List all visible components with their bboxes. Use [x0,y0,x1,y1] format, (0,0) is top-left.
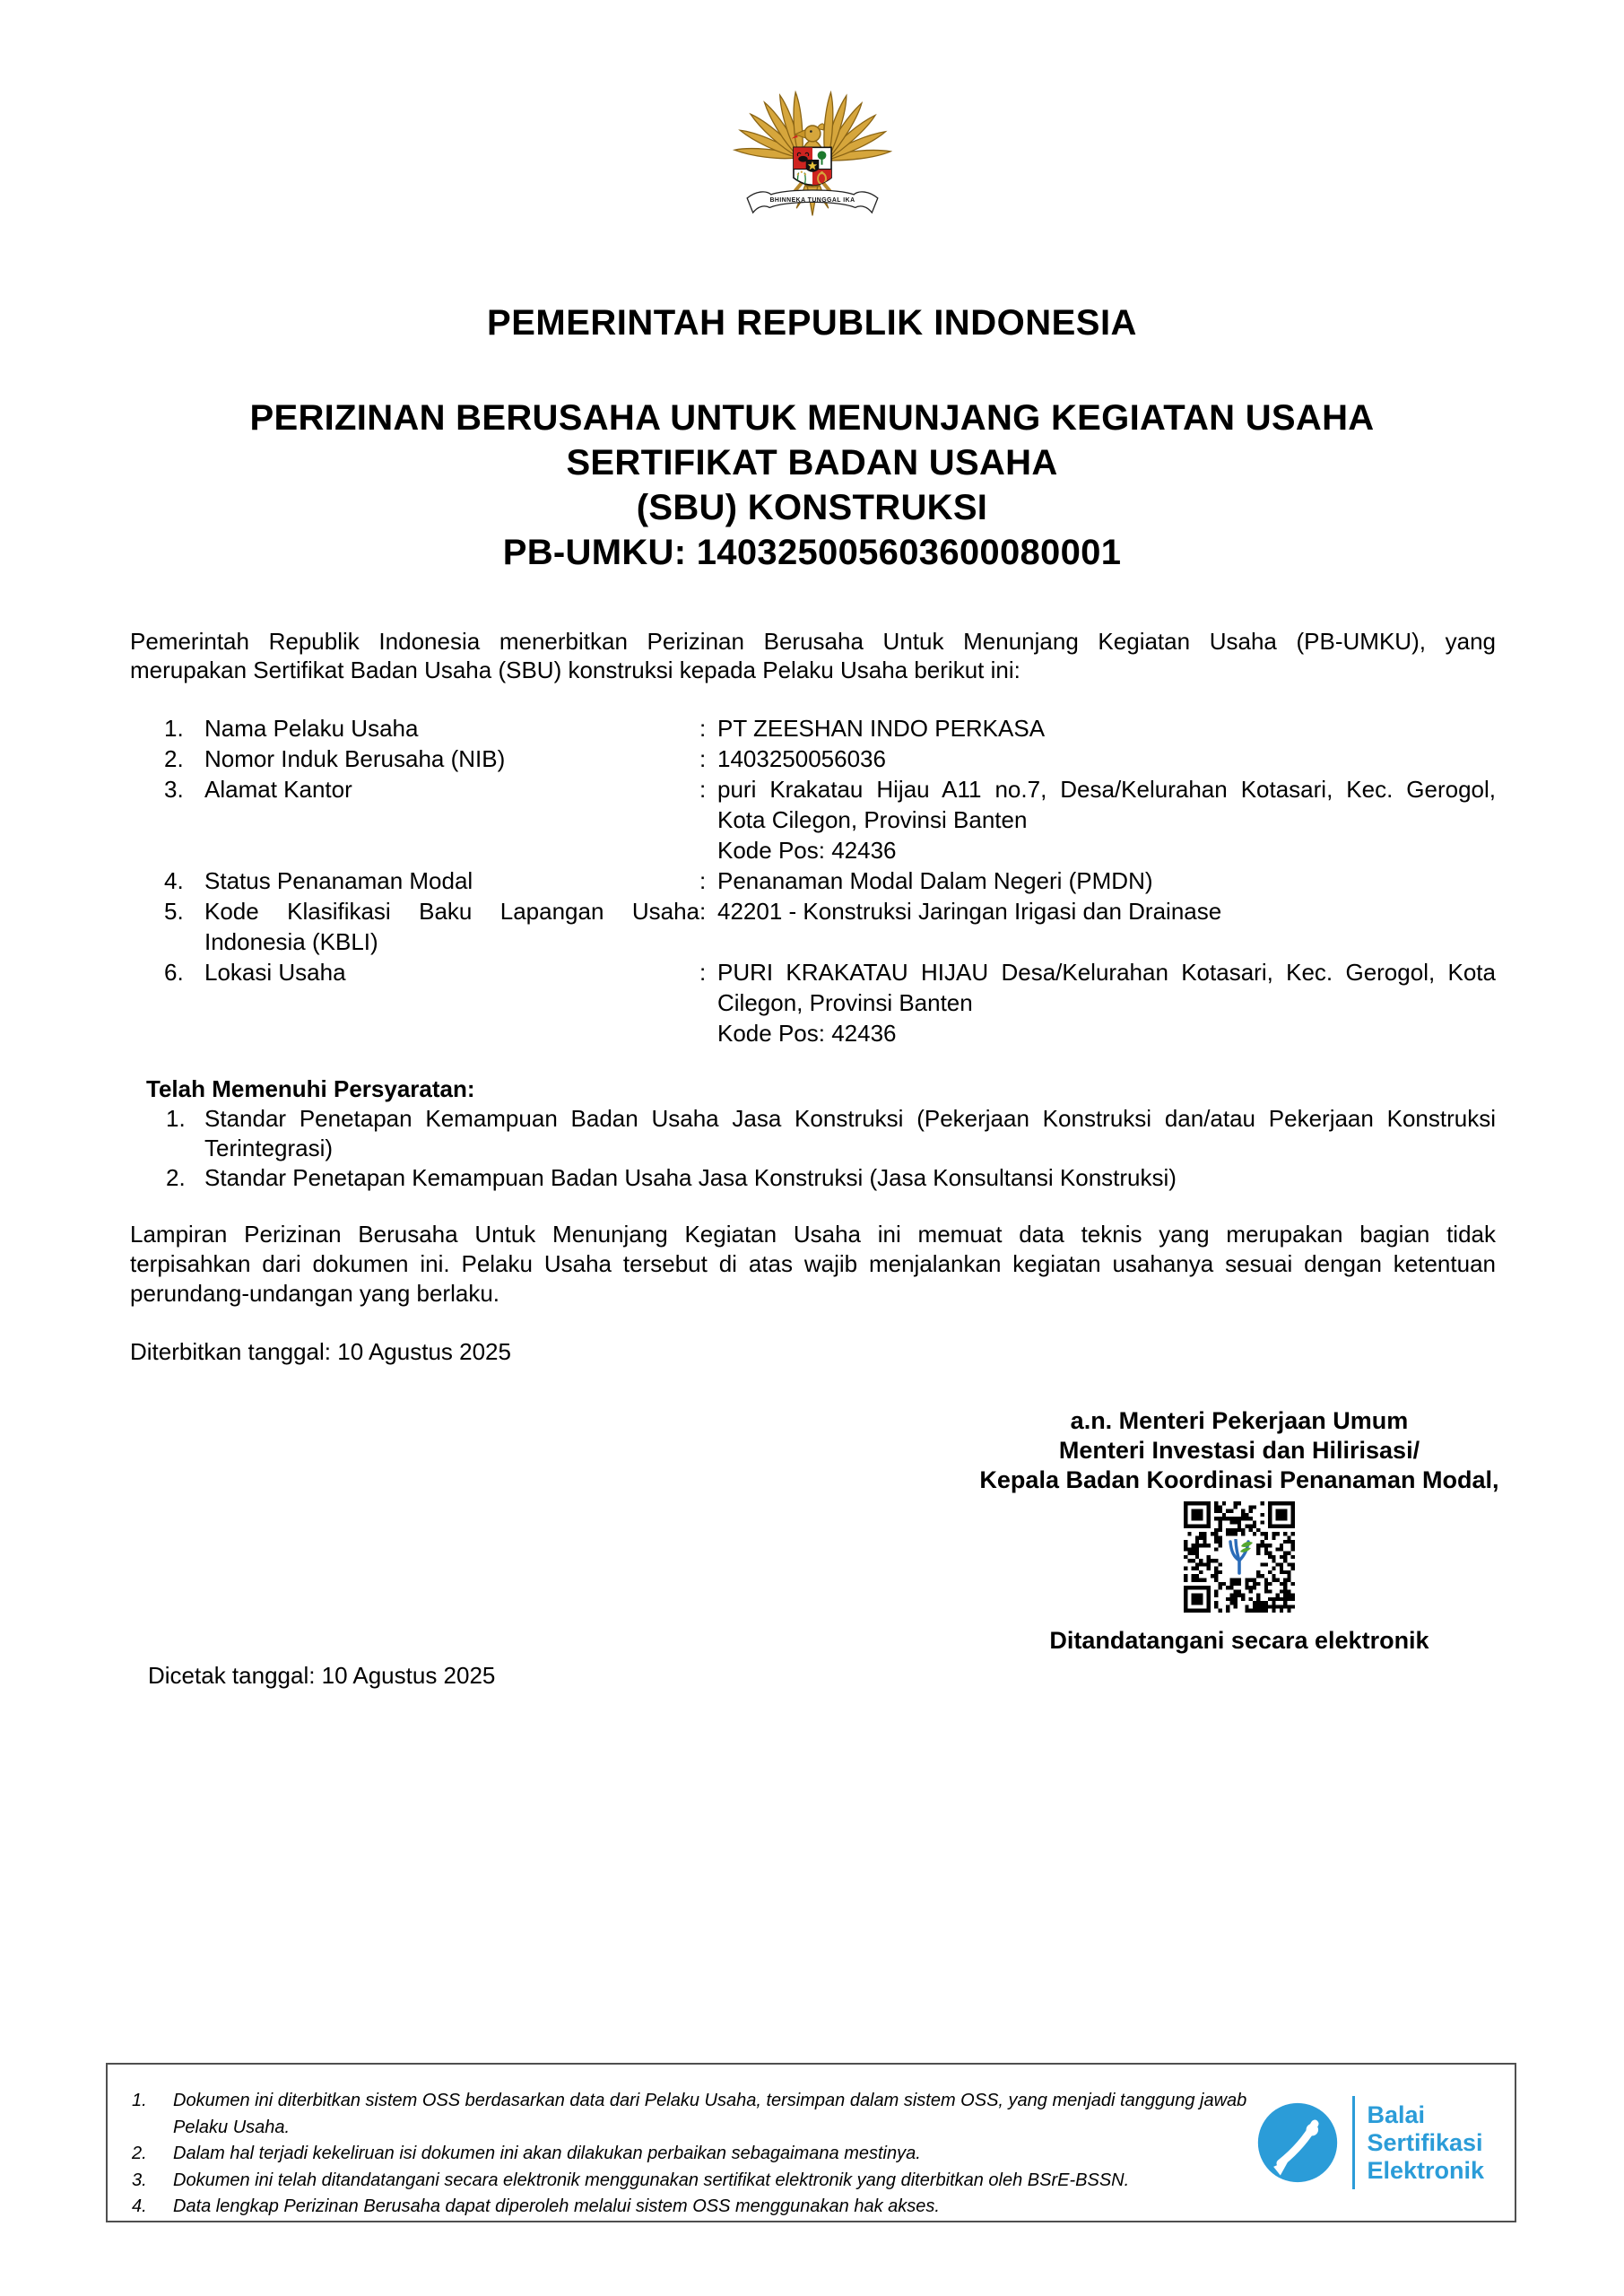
requirement-line: Terintegrasi) [204,1135,334,1161]
signatory-line: Kepala Badan Koordinasi Penanaman Modal, [979,1466,1499,1493]
closing-paragraph [130,1220,1496,1309]
closing-line: terpisahkan dari dokumen ini. Pelaku Usaha tersebut di atas wajib menjalankan kegiatan usahanya sesuai dengan ketentuan [130,1250,1496,1277]
footer-note-line: Dalam hal terjadi kekeliruan isi dokumen ini akan dilakukan perbaikan sebagaimana mestinya. [173,2144,921,2163]
footer-note [132,2088,1247,2141]
printed-date: Dicetak tanggal: 10 Agustus 2025 [148,1662,496,1689]
field-label: Nomor Induk Berusaha (NIB) [204,745,506,772]
oss-bkpm-logo-icon [1225,1539,1254,1575]
field-number: 1. [164,715,184,742]
requirement-number: 1. [166,1105,186,1132]
bse-logo-text-line: Elektronik [1367,2156,1484,2184]
requirement-line: Standar Penetapan Kemampuan Badan Usaha Jasa Konstruksi (Jasa Konsultansi Konstruksi) [204,1164,1177,1191]
footer-note-number: 4. [132,2196,147,2216]
field-separator: : [699,776,707,803]
requirement-line: Standar Penetapan Kemampuan Badan Usaha Jasa Konstruksi (Pekerjaan Konstruksi dan/atau Pekerjaan Konstruksi [204,1105,1496,1132]
field-separator: : [699,867,707,894]
field-value-line: Kota Cilegon, Provinsi Banten [717,806,1028,833]
footer-note [132,2194,1145,2221]
closing-line: perundang-undangan yang berlaku. [130,1280,500,1307]
bse-logo-divider [1352,2096,1355,2189]
field-row-kbli [164,896,1496,957]
footer-note-line: Pelaku Usaha. [173,2117,291,2137]
field-value-line: Cilegon, Provinsi Banten [717,989,973,1016]
field-value-line: Kode Pos: 42436 [717,1020,897,1047]
bse-logo-text-line: Balai [1367,2100,1425,2128]
requirement-item [166,1163,1496,1193]
field-value: 42201 - Konstruksi Jaringan Irigasi dan Drainase [717,898,1222,925]
field-value: Penanaman Modal Dalam Negeri (PMDN) [717,867,1153,894]
requirement-item [166,1104,1496,1163]
field-label-line: Kode Klasifikasi Baku Lapangan Usaha [204,898,699,925]
field-value-line: Kode Pos: 42436 [717,837,897,864]
bse-logo-text-line: Sertifikasi [1367,2128,1483,2156]
footer-note-number: 3. [132,2170,147,2190]
issued-date: Diterbitkan tanggal: 10 Agustus 2025 [130,1338,511,1365]
footer-note-line: Dokumen ini diterbitkan sistem OSS berdasarkan data dari Pelaku Usaha, tersimpan dalam sistem OSS, yang menjadi tanggung jawab [173,2091,1247,2110]
field-number: 5. [164,898,184,925]
footer-disclaimer-box [106,2063,1516,2222]
footer-note-number: 2. [132,2144,147,2163]
pb-umku-number: PB-UMKU: 140325005603600080001 [502,533,1122,572]
requirement-number: 2. [166,1164,186,1191]
field-separator: : [699,959,707,986]
field-label: Lokasi Usaha [204,959,346,986]
footer-note-line: Dokumen ini telah ditandatangani secara elektronik menggunakan sertifikat elektronik yang diterbitkan oleh BSrE-BSSN. [173,2170,1130,2190]
field-label: Nama Pelaku Usaha [204,715,419,742]
field-label: Alamat Kantor [204,776,352,803]
footer-notes [132,2088,1247,2221]
electronic-signature-note: Ditandatangani secara elektronik [1049,1627,1429,1654]
field-number: 3. [164,776,184,803]
requirements-heading: Telah Memenuhi Persyaratan: [146,1075,475,1102]
document-title-line: (SBU) KONSTRUKSI [636,488,988,527]
fields-list [164,713,1496,1048]
field-label-line: Indonesia (KBLI) [204,928,378,955]
field-number: 4. [164,867,184,894]
intro-paragraph [130,627,1496,684]
field-row-alamat-kantor [164,774,1496,865]
field-row-nib [164,744,1496,774]
bse-logo-icon [1255,2100,1341,2186]
field-separator: : [699,715,707,742]
signatory-line: a.n. Menteri Pekerjaan Umum [1070,1407,1409,1434]
motto-text: BHINNEKA TUNGGAL IKA [769,196,855,204]
footer-note [132,2168,1145,2195]
field-number: 2. [164,745,184,772]
qr-code [1184,1501,1295,1613]
field-separator: : [699,898,707,925]
footer-note-number: 1. [132,2091,147,2110]
field-value: PT ZEESHAN INDO PERKASA [717,715,1046,742]
field-row-lokasi-usaha [164,957,1496,1048]
closing-line: Lampiran Perizinan Berusaha Untuk Menunjang Kegiatan Usaha ini memuat data teknis yang merupakan bagian tidak [130,1221,1496,1248]
signatory-line: Menteri Investasi dan Hilirisasi/ [1058,1437,1420,1464]
field-value-line: PURI KRAKATAU HIJAU Desa/Kelurahan Kotasari, Kec. Gerogol, Kota [717,959,1496,986]
intro-line: Pemerintah Republik Indonesia menerbitkan Perizinan Berusaha Untuk Menunjang Kegiatan Usaha (PB-UMKU), yang [130,628,1496,655]
field-label: Status Penanaman Modal [204,867,473,894]
field-separator: : [699,745,707,772]
field-number: 6. [164,959,184,986]
footer-note [132,2141,1145,2168]
field-value: 1403250056036 [717,745,886,772]
right-wing [822,92,891,162]
government-title: PEMERINTAH REPUBLIK INDONESIA [487,303,1137,343]
field-row-status-penanaman-modal [164,865,1496,896]
document-title-line: PERIZINAN BERUSAHA UNTUK MENUNJANG KEGIATAN USAHA [249,398,1375,438]
balai-sertifikasi-elektronik-logo [1255,2096,1484,2189]
requirements-list [166,1104,1496,1193]
footer-note-line: Data lengkap Perizinan Berusaha dapat diperoleh melalui sistem OSS menggunakan hak akses. [173,2196,940,2216]
field-row-nama-pelaku-usaha [164,713,1496,744]
garuda-pancasila-emblem [733,75,892,237]
signature-block [952,1406,1526,1655]
field-value-line: puri Krakatau Hijau A11 no.7, Desa/Kelurahan Kotasari, Kec. Gerogol, [717,776,1496,803]
intro-line: merupakan Sertifikat Badan Usaha (SBU) konstruksi kepada Pelaku Usaha berikut ini: [130,657,1020,683]
document-title [0,396,1624,575]
document-title-line: SERTIFIKAT BADAN USAHA [566,443,1058,483]
